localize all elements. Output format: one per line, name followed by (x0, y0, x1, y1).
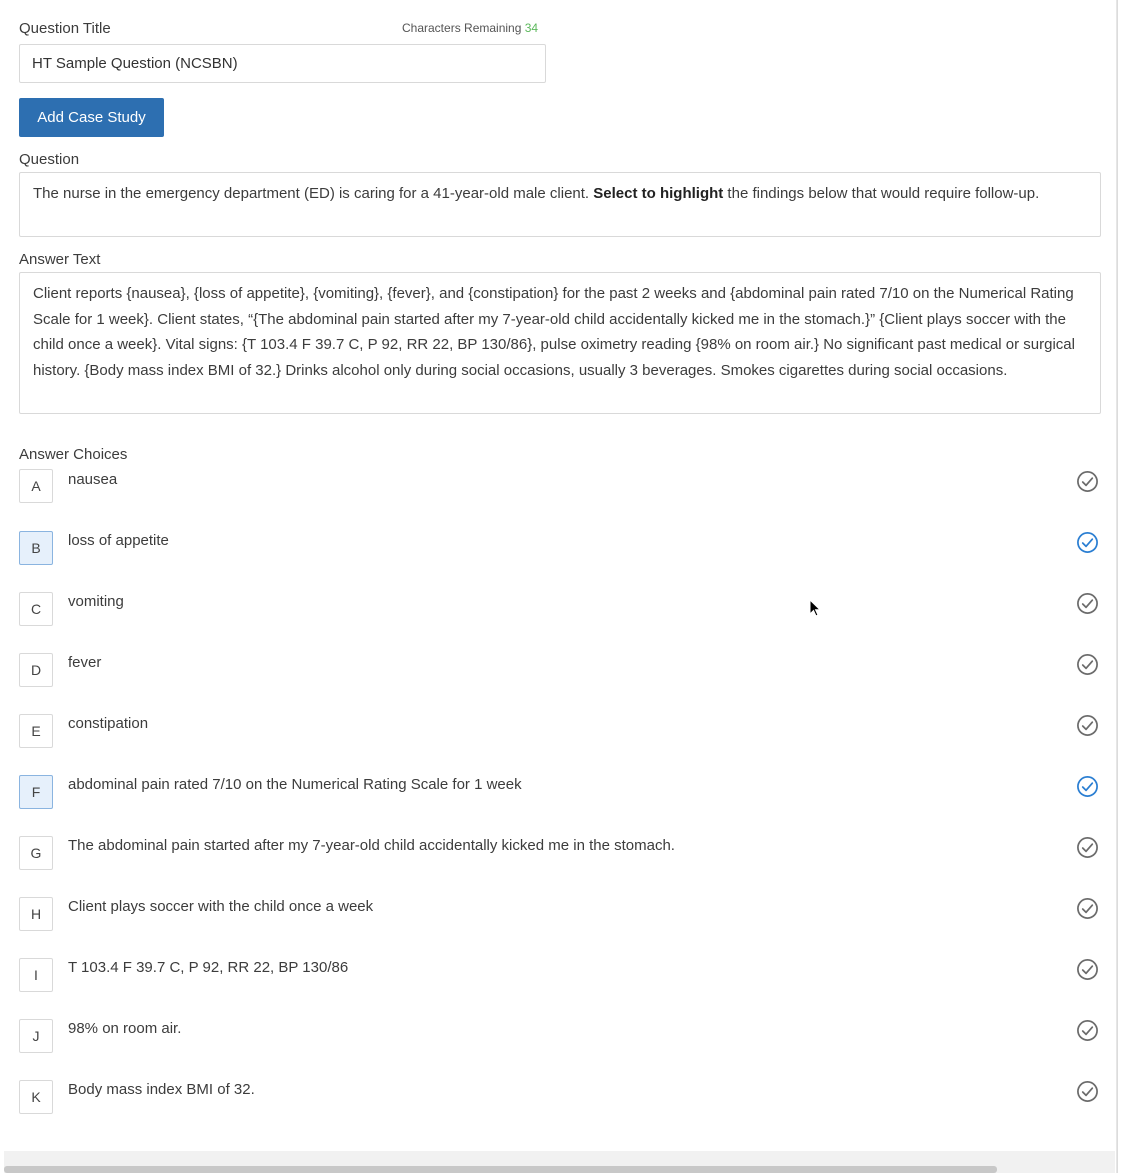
check-circle-icon[interactable] (1076, 958, 1099, 981)
characters-remaining (402, 21, 538, 35)
question-label: Question (19, 151, 80, 168)
answer-text-textarea[interactable]: Client reports {nausea}, {loss of appetite}, {vomiting}, {fever}, and {constipation} for the past 2 weeks and {abdominal pain rated 7/10 on the Numerical Rating Scale for 1 week}. Client states, “{The abdominal pain started after my 7-year-old child accidentally kicked me in the stomach.}” {Client plays soccer with the child once a week}. Vital signs: {T 103.4 F 39.7 C, P 92, RR 22, BP 130/86}, pulse oximetry reading {98% on room air.} No significant past medical or surgical history. {Body mass index BMI of 32.} Drinks alcohol only during social occasions, usually 3 beverages. Smokes cigarettes during social occasions. (19, 272, 1101, 414)
check-circle-icon[interactable] (1076, 775, 1099, 798)
question-text-bold: Select to highlight (593, 185, 724, 202)
check-circle-icon[interactable] (1076, 470, 1099, 493)
mouse-pointer-icon (808, 599, 822, 619)
choice-text-b: loss of appetite (68, 532, 169, 549)
choice-text-j: 98% on room air. (68, 1020, 182, 1037)
question-title-label: Question Title (19, 20, 111, 37)
choice-letter-j[interactable]: J (19, 1019, 53, 1053)
choice-letter-e[interactable]: E (19, 714, 53, 748)
choice-text-d: fever (68, 654, 102, 671)
choice-letter-b[interactable]: B (19, 531, 53, 565)
choice-letter-i[interactable]: I (19, 958, 53, 992)
question-title-input[interactable]: HT Sample Question (NCSBN) (19, 44, 546, 83)
choice-text-e: constipation (68, 715, 149, 732)
choice-letter-g[interactable]: G (19, 836, 53, 870)
choice-letter-c[interactable]: C (19, 592, 53, 626)
horizontal-scrollbar-thumb[interactable] (4, 1166, 997, 1173)
check-circle-icon[interactable] (1076, 1019, 1099, 1042)
check-circle-icon[interactable] (1076, 714, 1099, 737)
choice-text-g: The abdominal pain started after my 7-year-old child accidentally kicked me in the stomach. (68, 837, 675, 854)
choice-text-i: T 103.4 F 39.7 C, P 92, RR 22, BP 130/86 (68, 959, 349, 976)
question-text-pre: The nurse in the emergency department (ED) is caring for a 41-year-old male client. (33, 185, 594, 202)
check-circle-icon[interactable] (1076, 592, 1099, 615)
question-text-post: the findings below that would require follow-up. (723, 185, 1040, 202)
characters-remaining-count: 34 (524, 21, 539, 35)
characters-remaining-label: Characters Remaining (402, 21, 522, 35)
choice-letter-k[interactable]: K (19, 1080, 53, 1114)
answer-choices-label: Answer Choices (19, 446, 128, 463)
choice-text-f: abdominal pain rated 7/10 on the Numerical Rating Scale for 1 week (68, 776, 522, 793)
choice-text-k: Body mass index BMI of 32. (68, 1081, 255, 1098)
choice-letter-h[interactable]: H (19, 897, 53, 931)
choice-letter-f[interactable]: F (19, 775, 53, 809)
add-case-study-button[interactable]: Add Case Study (19, 98, 164, 137)
check-circle-icon[interactable] (1076, 897, 1099, 920)
check-circle-icon[interactable] (1076, 531, 1099, 554)
choice-text-h: Client plays soccer with the child once a week (68, 898, 374, 915)
check-circle-icon[interactable] (1076, 1080, 1099, 1103)
answer-text-label: Answer Text (19, 251, 101, 268)
check-circle-icon[interactable] (1076, 836, 1099, 859)
choice-letter-d[interactable]: D (19, 653, 53, 687)
vertical-scrollbar[interactable] (1117, 0, 1125, 1173)
choice-letter-a[interactable]: A (19, 469, 53, 503)
choice-text-c: vomiting (68, 593, 124, 610)
question-textarea[interactable] (19, 172, 1101, 237)
choice-text-a: nausea (68, 471, 118, 488)
check-circle-icon[interactable] (1076, 653, 1099, 676)
